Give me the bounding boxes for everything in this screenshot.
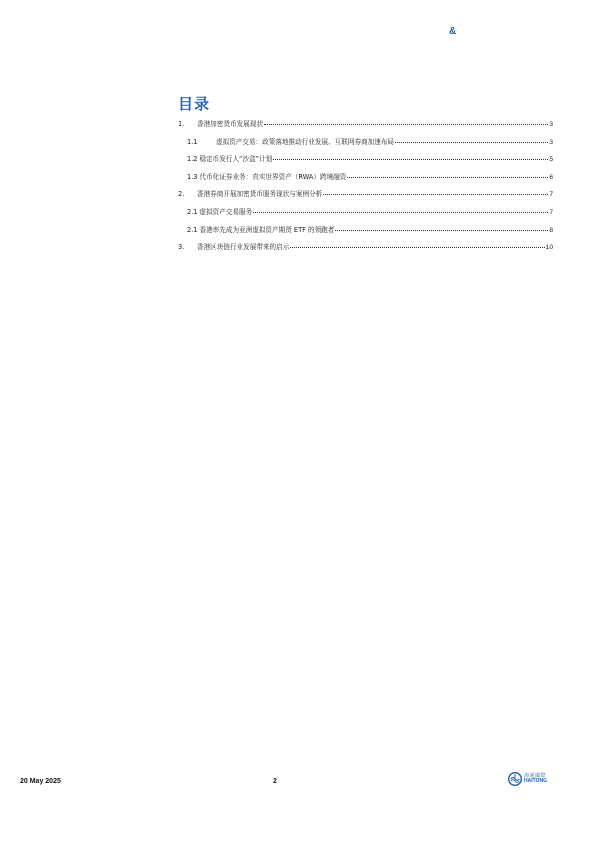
toc-entry-text: 香港券商开展加密货币服务现状与案例分析 — [197, 190, 323, 199]
footer-date: 20 May 2025 — [20, 778, 61, 785]
logo-chinese-text: 海通國際 — [524, 773, 547, 779]
header-mark: & — [449, 26, 457, 37]
haitong-logo — [508, 772, 547, 786]
haitong-logo-icon — [508, 772, 522, 786]
toc-entry[interactable] — [178, 241, 553, 259]
toc-entry[interactable] — [178, 118, 553, 136]
toc-entry-number: 1. — [178, 120, 185, 128]
toc-entry-page: 5 — [549, 156, 553, 164]
toc-leader-dots — [335, 230, 548, 231]
footer-page-number: 2 — [273, 778, 277, 785]
toc-entry-number: 1.2 — [187, 155, 198, 164]
toc-leader-dots — [395, 142, 548, 143]
toc-entry-number: 1.3 — [187, 172, 198, 181]
toc-entry-number: 2. — [178, 190, 185, 199]
toc-entry-text: 香港区块链行业发展带来的启示 — [197, 243, 290, 252]
toc-leader-dots — [290, 247, 544, 248]
toc-entry-page: 6 — [549, 173, 553, 181]
toc-entry-page: 7 — [549, 191, 553, 199]
toc-entry[interactable] — [178, 136, 553, 154]
toc-entry[interactable] — [178, 206, 553, 224]
toc-entry-page: 3 — [549, 121, 553, 128]
toc-entry-page: 7 — [549, 208, 553, 216]
toc-entry-text: 虚拟资产交易：政策落地推动行业发展、互联网券商加速布局 — [216, 137, 395, 146]
toc-entry-text: 香港加密货币发展现状 — [197, 120, 263, 128]
logo-english-text: HAITONG — [524, 778, 547, 784]
toc-entry-number: 2.1 — [187, 207, 198, 216]
table-of-contents — [178, 118, 553, 259]
toc-entry-number: 2.1 — [187, 225, 198, 234]
toc-entry-page: 8 — [549, 226, 553, 234]
toc-entry-page: 3 — [549, 138, 553, 146]
toc-leader-dots — [253, 212, 548, 213]
toc-entry-text: 香港率先成为亚洲虚拟资产期货 ETF 的领跑者 — [199, 225, 335, 234]
toc-entry-text: 虚拟资产交易服务 — [199, 207, 253, 216]
toc-leader-dots — [347, 177, 548, 178]
toc-entry[interactable] — [178, 224, 553, 242]
toc-entry-text: 代币化证券业务：真实世界资产（RWA）跨境融资 — [199, 172, 347, 181]
toc-title: 目录 — [178, 95, 211, 113]
toc-entry-page: 10 — [545, 244, 553, 252]
toc-entry[interactable] — [178, 188, 553, 206]
toc-entry[interactable] — [178, 153, 553, 171]
toc-entry-number: 3. — [178, 243, 185, 252]
toc-entry-text: 稳定币发行人“沙盒”计划 — [199, 155, 273, 164]
toc-leader-dots — [264, 124, 548, 125]
toc-entry[interactable] — [178, 171, 553, 189]
toc-entry-number: 1.1 — [187, 137, 198, 146]
toc-leader-dots — [323, 194, 548, 195]
toc-leader-dots — [273, 159, 548, 160]
